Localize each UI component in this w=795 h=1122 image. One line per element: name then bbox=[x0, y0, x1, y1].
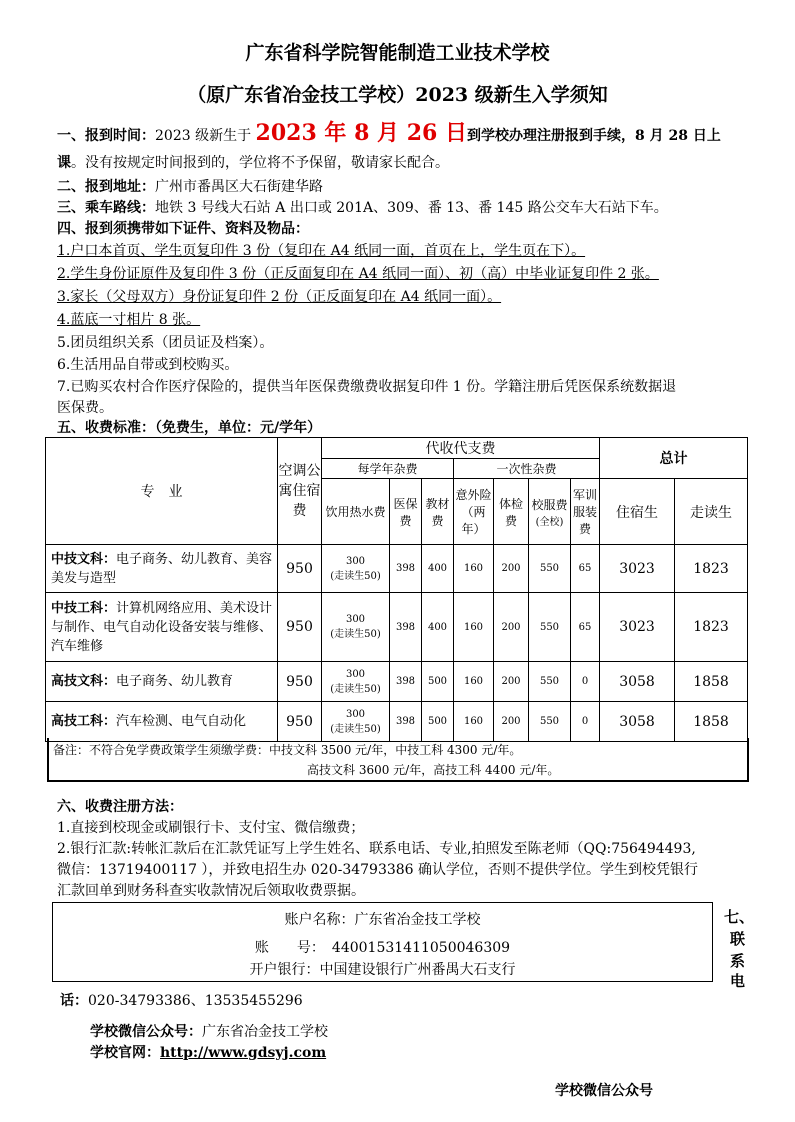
cell: 160 bbox=[454, 702, 494, 742]
header-water: 饮用热水费 bbox=[322, 479, 390, 545]
cell: 950 bbox=[278, 593, 322, 662]
section-head: 二、报到地址： bbox=[57, 179, 155, 195]
section-contact-char: 联 bbox=[730, 930, 746, 948]
text: 话： bbox=[60, 993, 88, 1009]
cell: 550 bbox=[529, 702, 571, 742]
text: 校服费 bbox=[531, 497, 568, 512]
payment-line: 2.银行汇款:转帐汇款后在汇款凭证写上学生姓名、联系电话、专业,拍照发至陈老师（QQ:756494493, bbox=[57, 841, 696, 857]
cell: 950 bbox=[278, 702, 322, 742]
account-bank: 开户银行：中国建设银行广州番禺大石支行 bbox=[249, 962, 516, 978]
text: 2023 级新生于 bbox=[155, 128, 256, 144]
header-major: 专 业 bbox=[46, 438, 278, 545]
website-line bbox=[90, 1042, 326, 1062]
doc-item: 7.已购买农村合作医疗保险的，提供当年医保费缴费收据复印件 1 份。学籍注册后凭医保系统数据退 bbox=[57, 379, 677, 395]
text: 学校微信公众号： bbox=[90, 1024, 202, 1040]
contact-phone bbox=[60, 990, 303, 1010]
text: 300 bbox=[345, 614, 366, 625]
header-training: 军训服装费 bbox=[571, 479, 600, 545]
cell: 0 bbox=[571, 662, 600, 702]
major-cell bbox=[46, 662, 278, 702]
doc-item: 4.蓝底一寸相片 8 张。 bbox=[57, 312, 201, 328]
header-uniform bbox=[529, 479, 571, 545]
text: 到学校办理注册报到手续，8 月 28 日上 bbox=[466, 128, 721, 144]
header-books: 教材费 bbox=[422, 479, 454, 545]
account-name: 账户名称：广东省冶金技工学校 bbox=[284, 912, 481, 928]
header-boarding: 住宿生 bbox=[600, 479, 675, 545]
cell bbox=[322, 593, 390, 662]
section-contact-char: 系 bbox=[730, 952, 746, 970]
text: 电子商务、幼儿教育 bbox=[116, 674, 234, 689]
table-row bbox=[46, 662, 748, 702]
table-row bbox=[46, 545, 748, 593]
section-fees-head: 五、收费标准：（免费生，单位：元/学年） bbox=[57, 420, 322, 436]
cell bbox=[322, 702, 390, 742]
report-date: 2023 年 8 月 26 日 bbox=[255, 120, 467, 146]
cell: 160 bbox=[454, 545, 494, 593]
text: 高技工科： bbox=[51, 714, 117, 729]
text: (走读生50) bbox=[330, 683, 381, 695]
header-exam: 体检费 bbox=[494, 479, 529, 545]
fee-table bbox=[45, 437, 748, 742]
header-once-fees: 一次性杂费 bbox=[454, 459, 600, 479]
cell: 0 bbox=[571, 702, 600, 742]
text: 课 bbox=[57, 155, 71, 171]
text: (走读生50) bbox=[330, 629, 381, 640]
major-cell bbox=[46, 545, 278, 593]
header-total: 总计 bbox=[600, 438, 748, 479]
section-report-time-cont bbox=[57, 152, 449, 172]
text: 电子商务、幼儿教育、美容美发与造型 bbox=[51, 551, 273, 586]
text: 学校官网： bbox=[90, 1045, 160, 1061]
cell: 200 bbox=[494, 593, 529, 662]
cell: 200 bbox=[494, 662, 529, 702]
major-cell bbox=[46, 702, 278, 742]
major-cell bbox=[46, 593, 278, 662]
section-route bbox=[57, 197, 668, 217]
header-medical: 医保费 bbox=[390, 479, 422, 545]
header-dorm-fee: 空调公寓住宿费 bbox=[278, 438, 322, 545]
cell: 160 bbox=[454, 593, 494, 662]
text: 高技文科： bbox=[51, 674, 117, 689]
cell: 1823 bbox=[675, 545, 748, 593]
doc-item: 2.学生身份证原件及复印件 3 份（正反面复印在 A4 纸同一面）、初（高）中毕业证复印件 2 张。 bbox=[57, 266, 659, 282]
text: 汽车检测、电气自动化 bbox=[116, 714, 247, 729]
wechat-name: 广东省冶金技工学校 bbox=[202, 1024, 328, 1040]
website-link[interactable]: http://www.gdsyj.com bbox=[160, 1045, 327, 1061]
payment-line: 1.直接到校现金或刷银行卡、支付宝、微信缴费； bbox=[57, 820, 365, 836]
cell: 400 bbox=[422, 545, 454, 593]
fee-note bbox=[47, 738, 749, 782]
doc-item: 1.户口本首页、学生页复印件 3 份（复印在 A4 纸同一面，首页在上，学生页在下）。 bbox=[57, 243, 586, 259]
cell: 3058 bbox=[600, 662, 675, 702]
section-head: 一、报到时间： bbox=[57, 128, 155, 144]
text: 300 bbox=[345, 668, 366, 680]
cell: 398 bbox=[390, 702, 422, 742]
text: 。没有按规定时间报到的，学位将不予保留，敬请家长配合。 bbox=[71, 155, 449, 171]
doc-item: 医保费。 bbox=[57, 400, 113, 416]
qr-caption: 学校微信公众号 bbox=[555, 1083, 653, 1099]
doc-item: 3.家长（父母双方）身份证复印件 2 份（正反面复印在 A4 纸同一面）。 bbox=[57, 289, 502, 305]
cell: 400 bbox=[422, 593, 454, 662]
text: 中技工科： bbox=[51, 600, 117, 616]
payment-line: 汇款回单到财务科查实收款情况后领取收费票据。 bbox=[57, 883, 365, 899]
table-row bbox=[46, 593, 748, 662]
cell: 500 bbox=[422, 662, 454, 702]
section-contact-char: 电 bbox=[730, 972, 746, 990]
cell: 3023 bbox=[600, 593, 675, 662]
doc-item: 6.生活用品自带或到校购买。 bbox=[57, 357, 239, 373]
payment-line: 微信：13719400117 ），并致电招生办 020-34793386 确认学位，否则不提供学位。学生到校凭银行 bbox=[57, 862, 699, 878]
text: 中技文科： bbox=[51, 551, 117, 567]
phone-numbers: 020-34793386、13535455296 bbox=[88, 993, 303, 1009]
section-head: 三、乘车路线： bbox=[57, 200, 155, 216]
cell: 550 bbox=[529, 545, 571, 593]
text: 300 bbox=[345, 708, 366, 720]
cell: 160 bbox=[454, 662, 494, 702]
header-agency-fees: 代收代支费 bbox=[322, 438, 600, 459]
cell: 398 bbox=[390, 662, 422, 702]
cell bbox=[322, 545, 390, 593]
cell: 65 bbox=[571, 593, 600, 662]
document-subtitle: （原广东省冶金技工学校）2023 级新生入学须知 bbox=[187, 84, 608, 106]
cell: 1858 bbox=[675, 702, 748, 742]
cell bbox=[322, 662, 390, 702]
section-contact-head: 七、 bbox=[724, 908, 755, 926]
text: (全校) bbox=[535, 516, 564, 528]
note-line: 高技文科 3600 元/年，高技工科 4400 元/年。 bbox=[307, 763, 560, 777]
cell: 200 bbox=[494, 545, 529, 593]
text: 计算机网络应用、美术设计与制作、电气自动化设备安装与维修、汽车维修 bbox=[51, 600, 273, 654]
text: 300 bbox=[345, 555, 366, 567]
cell: 398 bbox=[390, 593, 422, 662]
text: (走读生50) bbox=[330, 723, 381, 735]
cell: 950 bbox=[278, 662, 322, 702]
text: (走读生50) bbox=[330, 570, 381, 582]
doc-item: 5.团员组织关系（团员证及档案）。 bbox=[57, 335, 274, 351]
section-documents-head: 四、报到须携带如下证件、资料及物品： bbox=[57, 221, 309, 237]
document-title: 广东省科学院智能制造工业技术学校 bbox=[245, 42, 550, 64]
cell: 398 bbox=[390, 545, 422, 593]
bank-account-box bbox=[52, 902, 713, 982]
header-day: 走读生 bbox=[675, 479, 748, 545]
section-payment-head: 六、收费注册方法： bbox=[57, 799, 183, 815]
route-text: 地铁 3 号线大石站 A 出口或 201A、309、番 13、番 145 路公交车大石站下车。 bbox=[155, 200, 668, 216]
cell: 500 bbox=[422, 702, 454, 742]
note-line: 备注：不符合免学费政策学生须缴学费：中技文科 3500 元/年，中技工科 4300 元/年。 bbox=[53, 743, 522, 757]
wechat-line bbox=[90, 1021, 328, 1041]
cell: 200 bbox=[494, 702, 529, 742]
address-text: 广州市番禺区大石街建华路 bbox=[155, 179, 323, 195]
section-address bbox=[57, 176, 323, 196]
account-number: 账 号： 44001531411050046309 bbox=[254, 940, 511, 956]
cell: 1858 bbox=[675, 662, 748, 702]
section-report-time bbox=[57, 116, 721, 147]
cell: 3058 bbox=[600, 702, 675, 742]
table-row bbox=[46, 702, 748, 742]
cell: 950 bbox=[278, 545, 322, 593]
header-yearly-fees: 每学年杂费 bbox=[322, 459, 454, 479]
cell: 1823 bbox=[675, 593, 748, 662]
cell: 550 bbox=[529, 662, 571, 702]
cell: 550 bbox=[529, 593, 571, 662]
header-accident: 意外险（两年） bbox=[454, 479, 494, 545]
cell: 3023 bbox=[600, 545, 675, 593]
cell: 65 bbox=[571, 545, 600, 593]
